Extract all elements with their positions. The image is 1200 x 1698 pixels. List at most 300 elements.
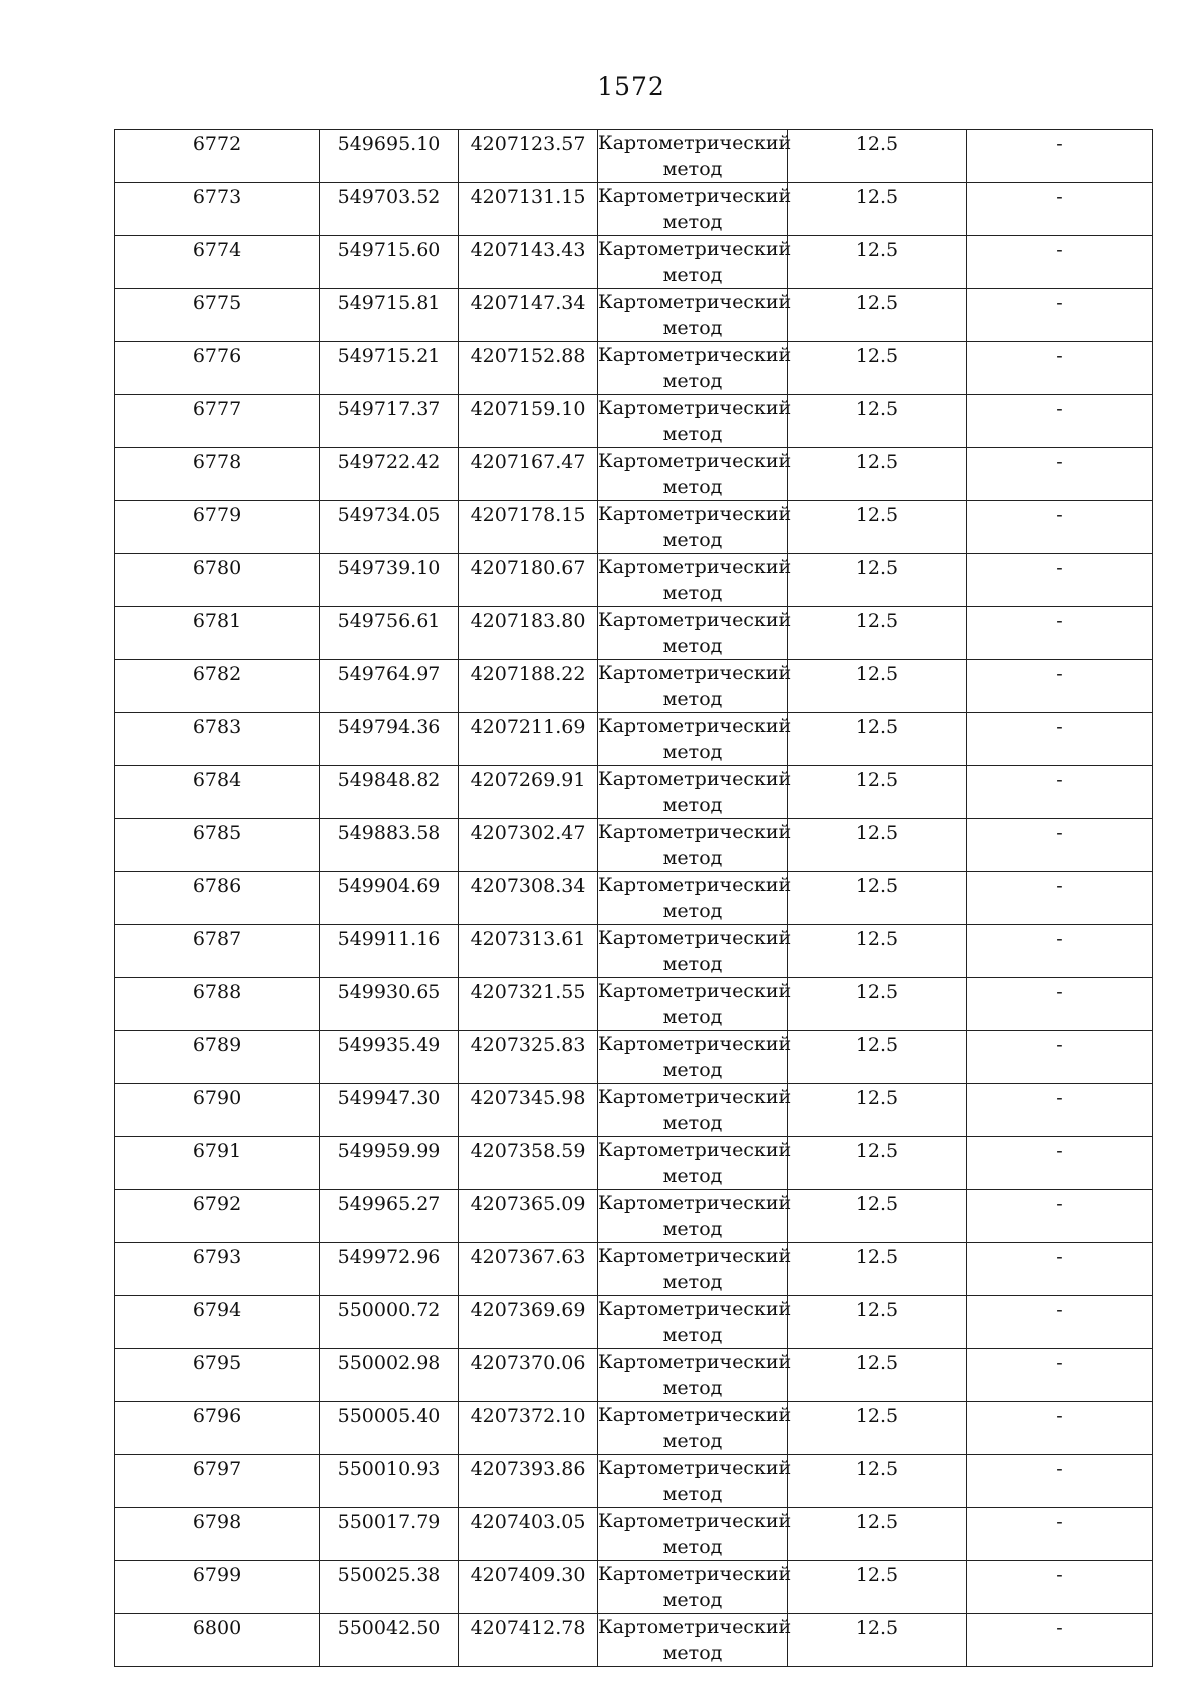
y-coordinate-cell (459, 342, 598, 395)
description-cell (967, 236, 1153, 289)
precision-cell (788, 1614, 967, 1667)
method-text: Картометрический метод (598, 344, 792, 392)
table-row (115, 1137, 1153, 1190)
precision-cell (788, 1561, 967, 1614)
description-text: - (1056, 133, 1063, 155)
point-number-cell (115, 660, 320, 713)
description-cell (967, 766, 1153, 819)
x-coordinate-text: 550000.72 (337, 1299, 441, 1321)
method-text: Картометрический метод (598, 503, 792, 551)
description-cell (967, 607, 1153, 660)
description-cell (967, 1561, 1153, 1614)
precision-text: 12.5 (855, 1405, 899, 1427)
y-coordinate-text: 4207321.55 (470, 981, 586, 1003)
point-number-text: 6778 (192, 451, 242, 473)
precision-cell (788, 713, 967, 766)
precision-cell (788, 395, 967, 448)
table-row (115, 1349, 1153, 1402)
point-number-text: 6791 (192, 1140, 242, 1162)
description-text: - (1056, 769, 1063, 791)
x-coordinate-cell (320, 872, 459, 925)
y-coordinate-text: 4207313.61 (470, 928, 586, 950)
description-cell (967, 819, 1153, 872)
point-number-text: 6780 (192, 557, 242, 579)
x-coordinate-text: 550010.93 (337, 1458, 441, 1480)
x-coordinate-cell (320, 1508, 459, 1561)
x-coordinate-text: 549717.37 (337, 398, 441, 420)
method-cell (598, 1455, 792, 1508)
method-cell (598, 978, 792, 1031)
point-number-cell (115, 1561, 320, 1614)
y-coordinate-text: 4207188.22 (470, 663, 586, 685)
point-number-text: 6782 (192, 663, 242, 685)
x-coordinate-cell (320, 183, 459, 236)
method-cell (598, 448, 792, 501)
point-number-cell (115, 448, 320, 501)
x-coordinate-text: 549930.65 (337, 981, 441, 1003)
y-coordinate-text: 4207178.15 (470, 504, 586, 526)
table-row (115, 978, 1153, 1031)
description-text: - (1056, 1140, 1063, 1162)
method-text: Картометрический метод (598, 1404, 792, 1452)
x-coordinate-text: 550005.40 (337, 1405, 441, 1427)
point-number-cell (115, 607, 320, 660)
point-number-cell (115, 1349, 320, 1402)
precision-text: 12.5 (855, 1034, 899, 1056)
table-row (115, 448, 1153, 501)
description-text: - (1056, 451, 1063, 473)
y-coordinate-cell (459, 1508, 598, 1561)
table-row (115, 1402, 1153, 1455)
precision-text: 12.5 (855, 1140, 899, 1162)
method-cell (598, 501, 792, 554)
x-coordinate-cell (320, 130, 459, 183)
x-coordinate-text: 550042.50 (337, 1617, 441, 1639)
table-row (115, 925, 1153, 978)
point-number-text: 6783 (192, 716, 242, 738)
x-coordinate-cell (320, 607, 459, 660)
x-coordinate-cell (320, 1349, 459, 1402)
description-text: - (1056, 1405, 1063, 1427)
method-text: Картометрический метод (598, 238, 792, 286)
method-text: Картометрический метод (598, 662, 792, 710)
y-coordinate-text: 4207358.59 (470, 1140, 586, 1162)
x-coordinate-text: 549695.10 (337, 133, 441, 155)
description-cell (967, 183, 1153, 236)
description-cell (967, 1614, 1153, 1667)
x-coordinate-text: 549756.61 (337, 610, 441, 632)
precision-cell (788, 1455, 967, 1508)
precision-text: 12.5 (855, 1458, 899, 1480)
precision-text: 12.5 (855, 557, 899, 579)
precision-cell (788, 554, 967, 607)
precision-cell (788, 1296, 967, 1349)
method-text: Картометрический метод (598, 1510, 792, 1558)
x-coordinate-cell (320, 1243, 459, 1296)
table-row (115, 819, 1153, 872)
description-text: - (1056, 822, 1063, 844)
point-number-cell (115, 925, 320, 978)
precision-cell (788, 1508, 967, 1561)
precision-cell (788, 607, 967, 660)
y-coordinate-cell (459, 819, 598, 872)
x-coordinate-cell (320, 978, 459, 1031)
description-text: - (1056, 1458, 1063, 1480)
x-coordinate-text: 550025.38 (337, 1564, 441, 1586)
point-number-cell (115, 1243, 320, 1296)
point-number-cell (115, 1084, 320, 1137)
table-row (115, 766, 1153, 819)
method-text: Картометрический метод (598, 715, 792, 763)
method-text: Картометрический метод (598, 927, 792, 975)
method-cell (598, 130, 792, 183)
description-text: - (1056, 1511, 1063, 1533)
x-coordinate-cell (320, 1455, 459, 1508)
precision-text: 12.5 (855, 716, 899, 738)
y-coordinate-text: 4207365.09 (470, 1193, 586, 1215)
y-coordinate-cell (459, 1402, 598, 1455)
x-coordinate-cell (320, 1561, 459, 1614)
point-number-cell (115, 1137, 320, 1190)
table-row (115, 183, 1153, 236)
point-number-text: 6787 (192, 928, 242, 950)
method-text: Картометрический метод (598, 980, 792, 1028)
precision-cell (788, 1402, 967, 1455)
method-text: Картометрический метод (598, 609, 792, 657)
description-text: - (1056, 928, 1063, 950)
table-row (115, 713, 1153, 766)
x-coordinate-text: 550017.79 (337, 1511, 441, 1533)
x-coordinate-cell (320, 236, 459, 289)
description-cell (967, 1031, 1153, 1084)
description-cell (967, 448, 1153, 501)
table-row (115, 1031, 1153, 1084)
precision-cell (788, 130, 967, 183)
point-number-text: 6776 (192, 345, 242, 367)
x-coordinate-cell (320, 766, 459, 819)
table-row (115, 1296, 1153, 1349)
point-number-cell (115, 342, 320, 395)
point-number-cell (115, 554, 320, 607)
precision-text: 12.5 (855, 822, 899, 844)
precision-text: 12.5 (855, 928, 899, 950)
point-number-cell (115, 501, 320, 554)
x-coordinate-cell (320, 925, 459, 978)
method-text: Картометрический метод (598, 291, 792, 339)
precision-text: 12.5 (855, 398, 899, 420)
y-coordinate-text: 4207147.34 (470, 292, 586, 314)
y-coordinate-text: 4207302.47 (470, 822, 586, 844)
method-cell (598, 1137, 792, 1190)
description-cell (967, 925, 1153, 978)
method-cell (598, 1296, 792, 1349)
precision-text: 12.5 (855, 875, 899, 897)
method-text: Картометрический метод (598, 1351, 792, 1399)
y-coordinate-cell (459, 1137, 598, 1190)
method-text: Картометрический метод (598, 556, 792, 604)
x-coordinate-cell (320, 1296, 459, 1349)
description-cell (967, 1508, 1153, 1561)
precision-text: 12.5 (855, 292, 899, 314)
x-coordinate-cell (320, 448, 459, 501)
table-row (115, 872, 1153, 925)
description-text: - (1056, 345, 1063, 367)
table-row (115, 1190, 1153, 1243)
point-number-text: 6798 (192, 1511, 242, 1533)
description-cell (967, 1137, 1153, 1190)
x-coordinate-cell (320, 1614, 459, 1667)
y-coordinate-text: 4207159.10 (470, 398, 586, 420)
description-text: - (1056, 504, 1063, 526)
y-coordinate-cell (459, 1349, 598, 1402)
precision-text: 12.5 (855, 345, 899, 367)
method-cell (598, 925, 792, 978)
y-coordinate-cell (459, 1561, 598, 1614)
point-number-cell (115, 289, 320, 342)
x-coordinate-text: 549739.10 (337, 557, 441, 579)
y-coordinate-cell (459, 130, 598, 183)
precision-text: 12.5 (855, 1087, 899, 1109)
point-number-text: 6779 (192, 504, 242, 526)
x-coordinate-cell (320, 1190, 459, 1243)
precision-text: 12.5 (855, 1299, 899, 1321)
method-cell (598, 713, 792, 766)
x-coordinate-text: 549972.96 (337, 1246, 441, 1268)
point-number-text: 6800 (192, 1617, 242, 1639)
y-coordinate-text: 4207393.86 (470, 1458, 586, 1480)
precision-cell (788, 289, 967, 342)
x-coordinate-cell (320, 660, 459, 713)
precision-cell (788, 1243, 967, 1296)
method-cell (598, 1084, 792, 1137)
x-coordinate-text: 549703.52 (337, 186, 441, 208)
point-number-text: 6794 (192, 1299, 242, 1321)
y-coordinate-cell (459, 236, 598, 289)
method-text: Картометрический метод (598, 1192, 792, 1240)
point-number-cell (115, 1296, 320, 1349)
description-cell (967, 1402, 1153, 1455)
description-cell (967, 1296, 1153, 1349)
description-cell (967, 554, 1153, 607)
precision-text: 12.5 (855, 610, 899, 632)
method-text: Картометрический метод (598, 132, 792, 180)
precision-text: 12.5 (855, 769, 899, 791)
description-text: - (1056, 610, 1063, 632)
point-number-text: 6792 (192, 1193, 242, 1215)
point-number-text: 6785 (192, 822, 242, 844)
description-text: - (1056, 1299, 1063, 1321)
method-cell (598, 1243, 792, 1296)
y-coordinate-cell (459, 872, 598, 925)
point-number-text: 6786 (192, 875, 242, 897)
method-text: Картометрический метод (598, 874, 792, 922)
x-coordinate-text: 549883.58 (337, 822, 441, 844)
method-cell (598, 660, 792, 713)
y-coordinate-text: 4207269.91 (470, 769, 586, 791)
x-coordinate-cell (320, 289, 459, 342)
precision-cell (788, 766, 967, 819)
x-coordinate-text: 549734.05 (337, 504, 441, 526)
point-number-text: 6796 (192, 1405, 242, 1427)
table-row (115, 660, 1153, 713)
y-coordinate-text: 4207409.30 (470, 1564, 586, 1586)
table-row (115, 130, 1153, 183)
table-row (115, 1455, 1153, 1508)
y-coordinate-text: 4207372.10 (470, 1405, 586, 1427)
method-cell (598, 236, 792, 289)
method-text: Картометрический метод (598, 1086, 792, 1134)
method-text: Картометрический метод (598, 1616, 792, 1664)
y-coordinate-text: 4207211.69 (470, 716, 586, 738)
y-coordinate-text: 4207143.43 (470, 239, 586, 261)
y-coordinate-cell (459, 1190, 598, 1243)
x-coordinate-cell (320, 1137, 459, 1190)
method-text: Картометрический метод (598, 1139, 792, 1187)
precision-cell (788, 342, 967, 395)
x-coordinate-cell (320, 395, 459, 448)
method-cell (598, 395, 792, 448)
point-number-cell (115, 236, 320, 289)
x-coordinate-text: 549947.30 (337, 1087, 441, 1109)
table-row (115, 501, 1153, 554)
point-number-text: 6790 (192, 1087, 242, 1109)
method-text: Картометрический метод (598, 450, 792, 498)
x-coordinate-text: 550002.98 (337, 1352, 441, 1374)
x-coordinate-cell (320, 342, 459, 395)
y-coordinate-cell (459, 183, 598, 236)
table-row (115, 395, 1153, 448)
x-coordinate-text: 549794.36 (337, 716, 441, 738)
table-row (115, 236, 1153, 289)
method-text: Картометрический метод (598, 821, 792, 869)
x-coordinate-cell (320, 501, 459, 554)
precision-cell (788, 1084, 967, 1137)
x-coordinate-cell (320, 713, 459, 766)
y-coordinate-cell (459, 978, 598, 1031)
description-text: - (1056, 1193, 1063, 1215)
point-number-cell (115, 713, 320, 766)
precision-text: 12.5 (855, 981, 899, 1003)
description-text: - (1056, 239, 1063, 261)
x-coordinate-text: 549848.82 (337, 769, 441, 791)
method-text: Картометрический метод (598, 1245, 792, 1293)
description-text: - (1056, 981, 1063, 1003)
x-coordinate-text: 549965.27 (337, 1193, 441, 1215)
y-coordinate-cell (459, 554, 598, 607)
table-row (115, 1084, 1153, 1137)
precision-text: 12.5 (855, 451, 899, 473)
precision-cell (788, 819, 967, 872)
y-coordinate-text: 4207367.63 (470, 1246, 586, 1268)
y-coordinate-text: 4207308.34 (470, 875, 586, 897)
description-text: - (1056, 1034, 1063, 1056)
y-coordinate-cell (459, 1455, 598, 1508)
method-cell (598, 183, 792, 236)
description-text: - (1056, 875, 1063, 897)
method-cell (598, 872, 792, 925)
method-text: Картометрический метод (598, 397, 792, 445)
precision-cell (788, 448, 967, 501)
table-row (115, 289, 1153, 342)
y-coordinate-text: 4207370.06 (470, 1352, 586, 1374)
method-cell (598, 1190, 792, 1243)
y-coordinate-cell (459, 501, 598, 554)
table-row (115, 1243, 1153, 1296)
point-number-cell (115, 1402, 320, 1455)
method-cell (598, 554, 792, 607)
method-cell (598, 1614, 792, 1667)
precision-text: 12.5 (855, 133, 899, 155)
precision-text: 12.5 (855, 663, 899, 685)
method-text: Картометрический метод (598, 1298, 792, 1346)
x-coordinate-text: 549935.49 (337, 1034, 441, 1056)
precision-cell (788, 501, 967, 554)
point-number-cell (115, 766, 320, 819)
precision-cell (788, 660, 967, 713)
precision-text: 12.5 (855, 1617, 899, 1639)
y-coordinate-text: 4207325.83 (470, 1034, 586, 1056)
table-row (115, 554, 1153, 607)
precision-text: 12.5 (855, 504, 899, 526)
x-coordinate-text: 549715.60 (337, 239, 441, 261)
precision-cell (788, 1349, 967, 1402)
point-number-cell (115, 395, 320, 448)
point-number-text: 6797 (192, 1458, 242, 1480)
point-number-text: 6775 (192, 292, 242, 314)
point-number-text: 6788 (192, 981, 242, 1003)
y-coordinate-text: 4207131.15 (470, 186, 586, 208)
description-text: - (1056, 186, 1063, 208)
description-cell (967, 1190, 1153, 1243)
y-coordinate-cell (459, 1084, 598, 1137)
precision-cell (788, 183, 967, 236)
table-row (115, 1561, 1153, 1614)
x-coordinate-text: 549904.69 (337, 875, 441, 897)
y-coordinate-text: 4207345.98 (470, 1087, 586, 1109)
y-coordinate-cell (459, 1031, 598, 1084)
description-text: - (1056, 1617, 1063, 1639)
point-number-cell (115, 1190, 320, 1243)
precision-cell (788, 872, 967, 925)
point-number-text: 6784 (192, 769, 242, 791)
method-text: Картометрический метод (598, 1033, 792, 1081)
y-coordinate-cell (459, 607, 598, 660)
y-coordinate-text: 4207152.88 (470, 345, 586, 367)
description-text: - (1056, 716, 1063, 738)
x-coordinate-text: 549715.21 (337, 345, 441, 367)
x-coordinate-cell (320, 554, 459, 607)
y-coordinate-cell (459, 1614, 598, 1667)
point-number-cell (115, 1614, 320, 1667)
description-text: - (1056, 1246, 1063, 1268)
point-number-text: 6772 (192, 133, 242, 155)
description-cell (967, 342, 1153, 395)
point-number-text: 6774 (192, 239, 242, 261)
y-coordinate-cell (459, 1296, 598, 1349)
y-coordinate-cell (459, 660, 598, 713)
description-cell (967, 872, 1153, 925)
x-coordinate-text: 549715.81 (337, 292, 441, 314)
description-cell (967, 501, 1153, 554)
method-cell (598, 1561, 792, 1614)
point-number-cell (115, 1455, 320, 1508)
precision-cell (788, 1031, 967, 1084)
y-coordinate-text: 4207403.05 (470, 1511, 586, 1533)
precision-text: 12.5 (855, 1511, 899, 1533)
y-coordinate-text: 4207183.80 (470, 610, 586, 632)
description-cell (967, 1243, 1153, 1296)
method-text: Картометрический метод (598, 1563, 792, 1611)
